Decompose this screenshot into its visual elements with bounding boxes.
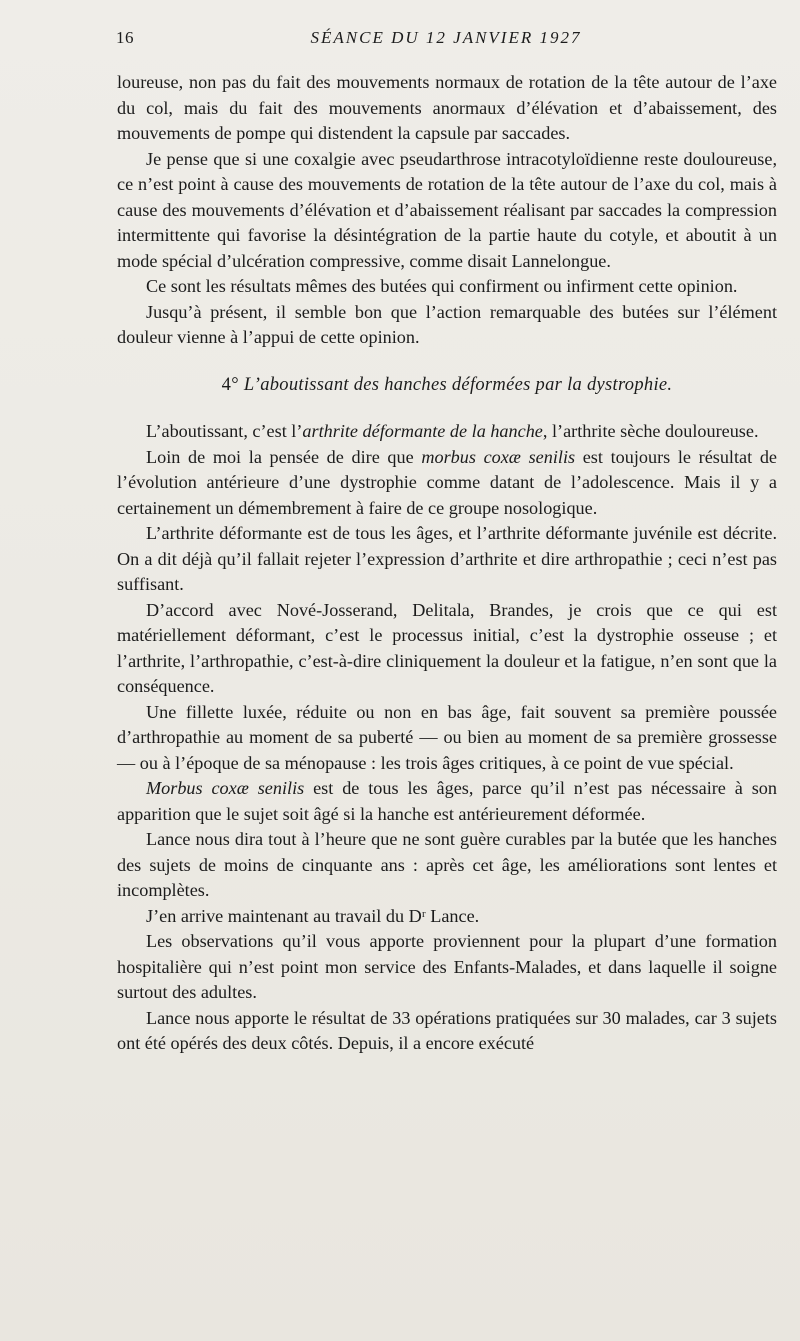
italic-term: arthrite déformante de la hanche	[302, 421, 543, 441]
paragraph: Ce sont les résultats mêmes des butées qui confirment ou infirment cette opinion.	[146, 276, 738, 296]
paragraph: Je pense que si une coxalgie avec pseudarthrose intracotyloïdienne reste douloureuse, ce n’est point à cause des mouvements de rotation de la tête autour de l’axe du col, mais à cause des mouvements d’élévation et d’abaissement réalisant par saccades la compression intermittente qui favorise la désintégration de la partie haute du cotyle, et aboutit à un mode spécial d’ulcération compressive, comme disait Lannelongue.	[117, 148, 777, 271]
text-run: L’aboutissant, c’est l’	[146, 421, 303, 441]
section-title: L’aboutissant des hanches déformées par la dystrophie.	[243, 374, 673, 395]
paragraph: Jusqu’à présent, il semble bon que l’action remarquable des butées sur l’élément douleur vienne à l’appui de cette opinion.	[117, 301, 777, 347]
paragraph	[117, 419, 777, 445]
paragraph	[117, 776, 777, 827]
text-run: , l’arthrite sèche douloureuse.	[542, 421, 759, 441]
paragraph: Lance nous dira tout à l’heure que ne sont guère curables par la butée que les hanches des sujets de moins de cinquante ans : après cet âge, les améliorations sont lentes et incomplètes.	[117, 829, 777, 900]
text-run: Loin de moi la pensée de dire que	[146, 446, 422, 467]
italic-term: morbus coxæ senilis	[421, 446, 576, 467]
section-number: 4°	[221, 374, 239, 395]
paragraph: L’arthrite déformante est de tous les âges, et l’arthrite déformante juvénile est décrite. On a dit déjà qu’il fallait rejeter l’expression d’arthrite et dire arthropathie ; ceci n’est pas suffisant.	[117, 523, 777, 594]
paragraph: Lance nous apporte le résultat de 33 opérations pratiquées sur 30 malades, car 3 sujets ont été opérés des deux côtés. Depuis, il a encore exécuté	[117, 1007, 777, 1053]
text-run: est toujours le résultat de l’évolution antérieure d’une dystrophie comme datant de l’adolescence. Mais il y a certainement un démembrement à faire de ce groupe nosologique.	[117, 446, 777, 518]
article-body	[117, 70, 777, 1057]
running-title: SÉANCE DU 12 JANVIER 1927	[310, 28, 582, 47]
page-number: 16	[116, 28, 134, 47]
paragraph: D’accord avec Nové-Josserand, Delitala, Brandes, je crois que ce qui est matériellement déformant, c’est le processus initial, c’est la dystrophie osseuse ; et l’arthrite, l’arthropathie, c’est-à-dire cliniquement la douleur et la fatigue, n’en sont que la conséquence.	[117, 599, 777, 696]
text-run: est de tous les âges, parce qu’il n’est pas nécessaire à son apparition que le sujet soit âgé si la hanche est antérieurement déformée.	[117, 778, 777, 824]
paragraph: Une fillette luxée, réduite ou non en bas âge, fait souvent sa première poussée d’arthropathie au moment de sa puberté — ou bien au moment de sa première grossesse — ou à l’époque de sa ménopause : les trois âges critiques, à ce point de vue spécial.	[117, 701, 777, 773]
paragraph: J’en arrive maintenant au travail du Dʳ Lance.	[146, 905, 480, 926]
paragraph: Les observations qu’il vous apporte proviennent pour la plupart d’une formation hospitalière qui n’est point mon service des Enfants-Malades, et dans laquelle il soigne surtout des adultes.	[117, 931, 777, 1002]
paragraph-continued: loureuse, non pas du fait des mouvements normaux de rotation de la tête autour de l’axe du col, mais du fait des mouvements anormaux d’élévation et d’abaissement, des mouvements de pompe qui distendent la capsule par saccades.	[117, 72, 777, 143]
section-heading	[117, 373, 777, 399]
paragraph	[117, 445, 777, 522]
page-header	[116, 28, 776, 52]
italic-term: Morbus coxæ senilis	[146, 778, 305, 798]
